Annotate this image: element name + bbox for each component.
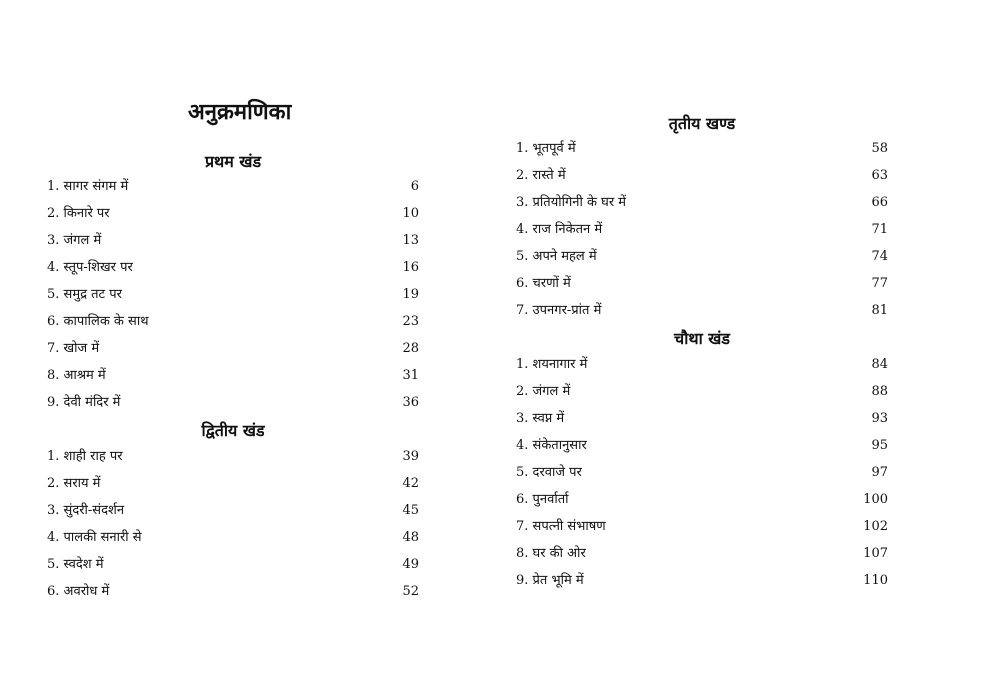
section-heading-3: तृतीय खण्ड (668, 114, 736, 133)
toc-entry[interactable] (516, 219, 888, 241)
entry-page: 71 (871, 222, 888, 237)
entry-page: 74 (871, 249, 888, 264)
entry-page: 66 (871, 195, 888, 210)
entry-page: 42 (402, 476, 419, 491)
entry-label: 1. शयनागार में (516, 357, 588, 372)
toc-entry[interactable] (47, 473, 419, 495)
entry-label: 3. प्रतियोगिनी के घर में (516, 195, 627, 210)
entry-label: 6. चरणों में (516, 276, 571, 291)
toc-entry[interactable] (47, 176, 419, 198)
entry-page: 10 (402, 206, 419, 221)
entry-page: 48 (402, 530, 419, 545)
entry-page: 77 (871, 276, 888, 291)
toc-entry[interactable] (516, 354, 888, 376)
entry-label: 9. प्रेत भूमि में (516, 573, 584, 588)
toc-entry[interactable] (47, 311, 419, 333)
toc-entry[interactable] (516, 489, 888, 511)
entry-page: 58 (871, 141, 888, 156)
toc-entry[interactable] (516, 516, 888, 538)
entry-label: 1. शाही राह पर (47, 449, 123, 464)
entry-label: 7. खोज में (47, 341, 100, 356)
entry-label: 6. पुनर्वार्ता (516, 492, 569, 507)
entry-page: 31 (402, 368, 419, 383)
toc-entry[interactable] (516, 300, 888, 322)
entry-label: 4. संकेतानुसार (516, 438, 587, 453)
entry-label: 4. राज निकेतन में (516, 222, 603, 237)
toc-entry[interactable] (47, 338, 419, 360)
toc-entry[interactable] (516, 192, 888, 214)
toc-entry[interactable] (516, 246, 888, 268)
toc-entry[interactable] (516, 570, 888, 592)
toc-entry[interactable] (47, 554, 419, 576)
toc-entry[interactable] (516, 381, 888, 403)
entry-page: 36 (402, 395, 419, 410)
toc-entry[interactable] (516, 543, 888, 565)
entry-label: 1. सागर संगम में (47, 179, 129, 194)
entry-label: 2. रास्ते में (516, 168, 566, 183)
entry-label: 5. समुद्र तट पर (47, 287, 122, 302)
toc-entry[interactable] (47, 257, 419, 279)
toc-entry[interactable] (516, 138, 888, 160)
entry-page: 88 (871, 384, 888, 399)
toc-entry[interactable] (516, 462, 888, 484)
toc-entry[interactable] (47, 203, 419, 225)
entry-label: 2. सराय में (47, 476, 101, 491)
entry-label: 7. उपनगर-प्रांत में (516, 303, 602, 318)
entry-label: 4. स्तूप-शिखर पर (47, 260, 133, 275)
entry-label: 7. सपत्नी संभाषण (516, 519, 606, 534)
entry-label: 5. अपने महल में (516, 249, 597, 264)
entry-page: 81 (871, 303, 888, 318)
toc-entry[interactable] (47, 284, 419, 306)
toc-entry[interactable] (516, 408, 888, 430)
toc-entry[interactable] (516, 435, 888, 457)
entry-page: 13 (402, 233, 419, 248)
entry-label: 9. देवी मंदिर में (47, 395, 121, 410)
entry-page: 16 (402, 260, 419, 275)
toc-entry[interactable] (47, 365, 419, 387)
entry-label: 8. घर की ओर (516, 546, 586, 561)
entry-page: 100 (863, 492, 888, 507)
entry-page: 39 (402, 449, 419, 464)
entry-label: 5. स्वदेश में (47, 557, 104, 572)
toc-entry[interactable] (47, 392, 419, 414)
entry-label: 6. अवरोध में (47, 584, 110, 599)
entry-label: 1. भूतपूर्व में (516, 141, 576, 156)
section-heading-4: चौथा खंड (674, 329, 730, 348)
entry-page: 95 (871, 438, 888, 453)
entry-label: 3. जंगल में (47, 233, 102, 248)
entry-label: 3. सुंदरी-संदर्शन (47, 503, 125, 518)
entry-page: 49 (402, 557, 419, 572)
entry-label: 5. दरवाजे पर (516, 465, 582, 480)
entry-page: 28 (402, 341, 419, 356)
entry-page: 52 (402, 584, 419, 599)
entry-page: 45 (402, 503, 419, 518)
entry-page: 23 (402, 314, 419, 329)
entry-label: 3. स्वप्न में (516, 411, 565, 426)
toc-entry[interactable] (47, 446, 419, 468)
entry-page: 97 (871, 465, 888, 480)
section-heading-2: द्वितीय खंड (201, 421, 265, 440)
toc-entry[interactable] (516, 165, 888, 187)
entry-label: 2. जंगल में (516, 384, 571, 399)
toc-entry[interactable] (47, 230, 419, 252)
entry-page: 84 (871, 357, 888, 372)
entry-label: 4. पालकी सनारी से (47, 530, 142, 545)
toc-entry[interactable] (47, 527, 419, 549)
entry-page: 63 (871, 168, 888, 183)
entry-label: 8. आश्रम में (47, 368, 106, 383)
entry-page: 107 (863, 546, 888, 561)
entry-label: 2. किनारे पर (47, 206, 110, 221)
page-title: अनुक्रमणिका (188, 99, 292, 125)
entry-page: 6 (410, 179, 419, 194)
toc-entry[interactable] (516, 273, 888, 295)
entry-page: 93 (871, 411, 888, 426)
entry-page: 102 (863, 519, 888, 534)
section-heading-1: प्रथम खंड (204, 152, 262, 171)
entry-page: 19 (402, 287, 419, 302)
entry-label: 6. कापालिक के साथ (47, 314, 149, 329)
toc-entry[interactable] (47, 581, 419, 603)
toc-entry[interactable] (47, 500, 419, 522)
entry-page: 110 (863, 573, 888, 588)
